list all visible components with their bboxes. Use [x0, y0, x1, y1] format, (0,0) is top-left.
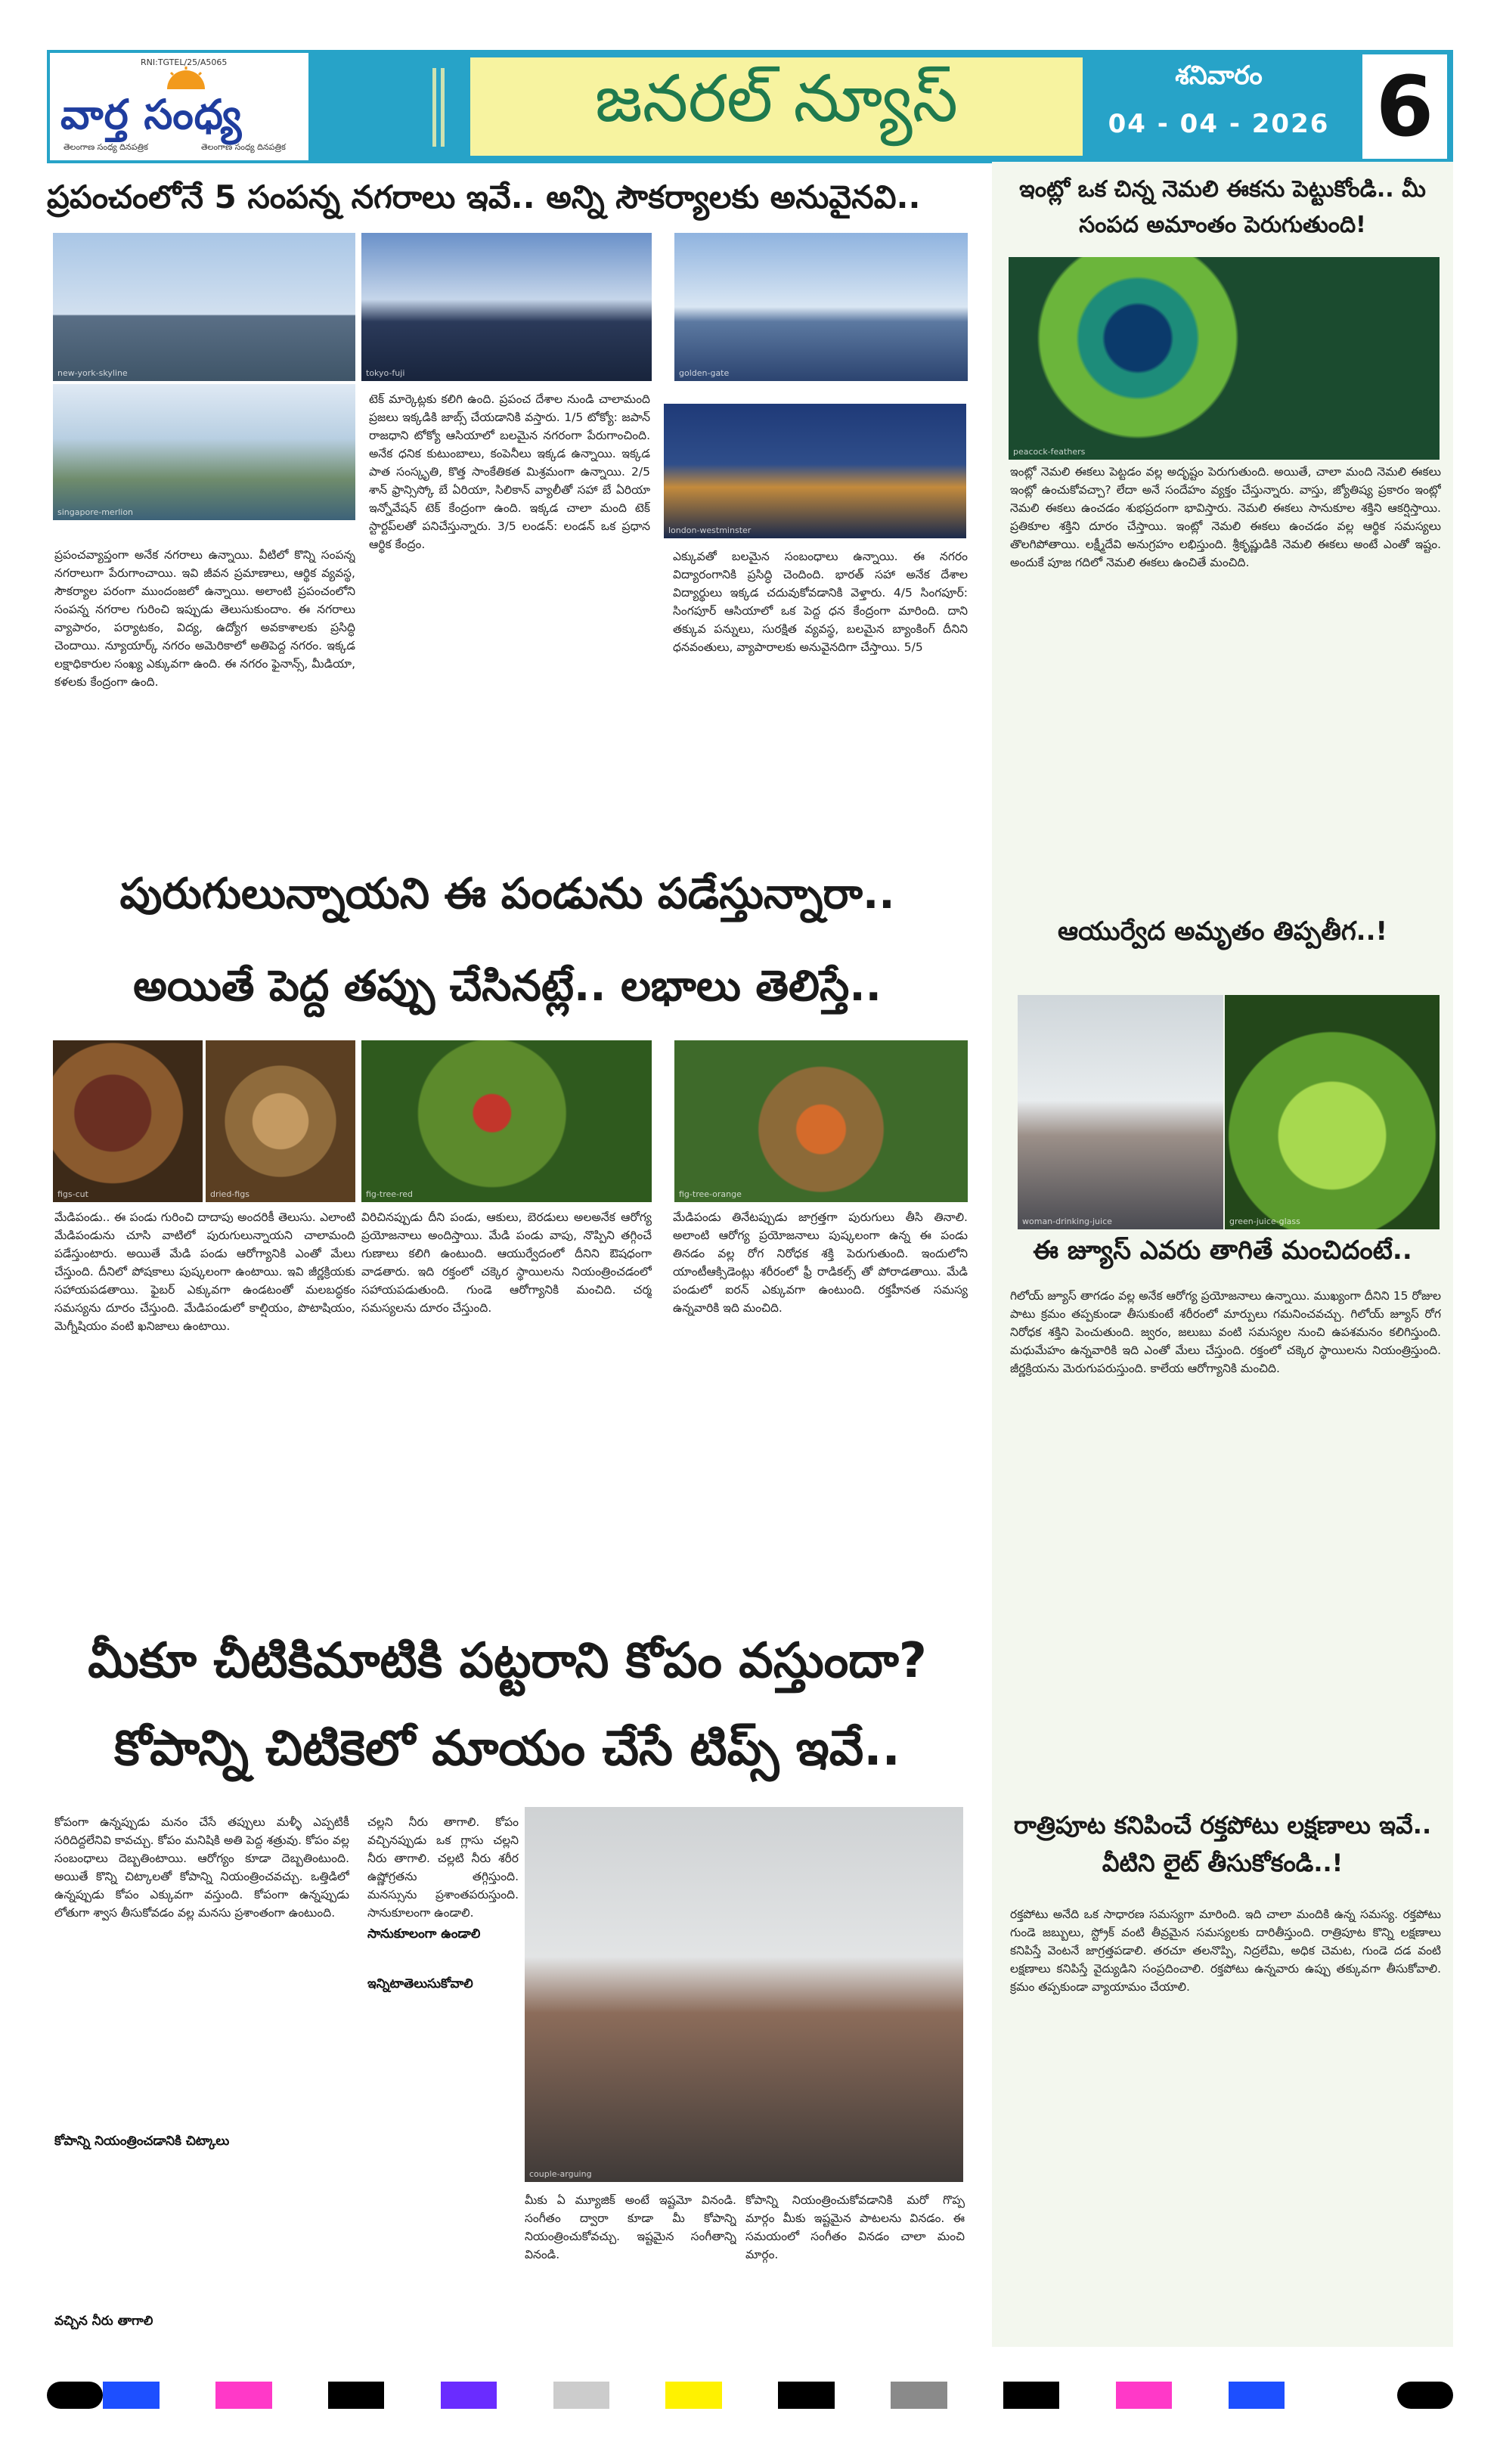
image-green-juice[interactable] — [1225, 995, 1440, 1229]
article-anger-col4: కోపాన్ని నియంత్రించుకోవడానికి మరో గొప్ప మార్గం మీకు ఇష్టమైన పాటలను వినడం. ఈ సమయంలో సంగీతం వినడం చాలా మంచి మార్గం. — [745, 2193, 965, 2262]
image-new-york[interactable] — [53, 233, 355, 381]
headline-figs-line1[interactable]: పురుగులున్నాయని ఈ పండును పడేస్తున్నారా.. — [119, 869, 895, 919]
logo-wordmark: వార్త సంధ్య — [60, 91, 243, 138]
date-block — [1098, 59, 1340, 154]
image-alt-ny: new-york-skyline — [57, 368, 128, 378]
section-title-box — [470, 57, 1083, 156]
masthead-divider — [432, 68, 445, 147]
headline-blood-pressure[interactable]: రాత్రిపూట కనిపించే రక్తపోటు లక్షణాలు ఇవే.. వీటిని లైట్ తీసుకోకండి..! — [1013, 1811, 1432, 1877]
image-alt-sg: singapore-merlion — [57, 507, 134, 517]
registration-swatch — [609, 2382, 665, 2409]
registration-swatch — [1172, 2382, 1228, 2409]
article-anger-col1: కోపంగా ఉన్నప్పుడు మనం చేసే తప్పులు మళ్ళీ ఎప్పటికీ సరిదిద్దలేనివి కావచ్చు. కోపం మనిషికి అతి పెద్ద శత్రువు. కోపం వల్ల సంబంధాలు దెబ్బతింటాయి. ఆరోగ్యం కూడా దెబ్బతింటుంది. అయితే కొన్ని చిట్కాలతో కోపాన్ని నియంత్రించవచ్చు. ఒత్తిడిలో ఉన్నప్పుడు కోపం ఎక్కువగా వస్తుంది. కోపంగా ఉన్నప్పుడు లోతుగా శ్వాస తీసుకోవడం వల్ల మనసు ప్రశాంతంగా ఉంటుంది. — [54, 1815, 349, 1920]
image-alt-peacock: peacock-feathers — [1013, 447, 1086, 457]
registration-swatch — [1397, 2382, 1453, 2409]
image-alt-couple: couple-arguing — [529, 2169, 592, 2179]
registration-swatch — [665, 2382, 721, 2409]
image-alt-fig2: dried-figs — [210, 1189, 249, 1199]
registration-swatch — [441, 2382, 497, 2409]
article-figs-col3: మేడిపండు తినేటప్పుడు జాగ్రత్తగా పురుగులు తీసి తినాలి. అలాంటి ఆరోగ్య ప్రయోజనాలు పుష్కలంగా ఉన్న ఈ పండు తినడం వల్ల రోగ నిరోధక శక్తి పెరుగుతుంది. ఇందులోని యాంటీఆక్సిడెంట్లు శరీరంలో ఫ్రీ రాడికల్స్ తో పోరాడతాయి. మేడి పండులో ఐరన్ ఎక్కువగా ఉంటుంది. రక్తహీనత సమస్య ఉన్నవారికి ఇది మంచిది. — [673, 1210, 968, 1316]
headline-cities[interactable]: ప్రపంచంలోనే 5 సంపన్న నగరాలు ఇవే.. అన్ని సౌకర్యాలకు అనువైనవి.. — [47, 178, 921, 215]
subhead-positive: సానుకూలంగా ఉండాలి — [367, 1926, 481, 1942]
registration-swatch — [272, 2382, 328, 2409]
image-dried-figs[interactable] — [206, 1040, 355, 1202]
registration-swatch — [1229, 2382, 1285, 2409]
headline-peacock[interactable]: ఇంట్లో ఒక చిన్న నెమలి ఈకను పెట్టుకోండి.. మీ సంపద అమాంతం పెరుగుతుంది! — [1019, 176, 1426, 238]
registration-swatch — [384, 2382, 440, 2409]
registration-swatch — [947, 2382, 1003, 2409]
masthead — [47, 50, 1453, 163]
registration-swatch — [1059, 2382, 1115, 2409]
article-juice: గిలోయ్ జ్యూస్ తాగడం వల్ల అనేక ఆరోగ్య ప్రయోజనాలు ఉన్నాయి. ముఖ్యంగా దీనిని 15 రోజుల పాటు క్రమం తప్పకుండా తీసుకుంటే శరీరంలో మార్పులు గమనించవచ్చు. గిలోయ్ జ్యూస్ రోగ నిరోధక శక్తిని పెంచుతుంది. జ్వరం, జలుబు వంటి సమస్యల నుంచి ఉపశమనం కలిగిస్తుంది. మధుమేహం ఉన్నవారికి ఇది ఎంతో మేలు చేస్తుంది. రక్తంలో చక్కెర స్థాయిలను నియంత్రిస్తుంది. జీర్ణక్రియను మెరుగుపరుస్తుంది. కాలేయ ఆరోగ్యానికి మంచిది. — [1010, 1289, 1441, 1376]
image-alt-juice1: woman-drinking-juice — [1022, 1217, 1112, 1226]
registration-swatch — [497, 2382, 553, 2409]
registration-swatch — [103, 2382, 159, 2409]
image-alt-juice2: green-juice-glass — [1229, 1217, 1300, 1226]
image-alt-fig3: fig-tree-red — [366, 1189, 414, 1199]
subhead-know: ఇన్నిటాతెలుసుకోవాలి — [367, 1976, 473, 1991]
sun-logo-icon — [163, 67, 209, 89]
registration-swatch — [835, 2382, 891, 2409]
section-title: జనరల్ న్యూస్ — [594, 60, 959, 137]
article-figs-col1: మేడిపండు.. ఈ పండు గురించి దాదాపు అందరికీ తెలుసు. ఎలాంటి మేడిపండును చూసి వాటిలో పురుగులున్నాయని చాలామంది పడేస్తుంటారు. అయితే మేడి పండు ఆరోగ్యానికి ఎంతో మేలు చేస్తుంది. దీనిలో పోషకాలు పుష్కలంగా ఉంటాయి. ఇవి జీర్ణక్రియకు సహాయపడతాయి. ఫైబర్ ఎక్కువగా ఉండటంతో మలబద్ధకం సమస్యను దూరం చేస్తుంది. మేడిపండులో కాల్షియం, పొటాషియం, మెగ్నీషియం వంటి ఖనిజాలు ఉంటాయి. — [54, 1210, 355, 1334]
image-san-francisco[interactable] — [674, 233, 968, 381]
registration-swatch — [328, 2382, 384, 2409]
article-cities-col3: ఎక్కువతో బలమైన సంబంధాలు ఉన్నాయి. ఈ నగరం విద్యారంగానికి ప్రసిద్ధి చెందింది. భారత్ సహా అనేక దేశాల విద్యార్థులు ఇక్కడ చదువుకోవడానికి వెళ్తారు. 4/5 సింగపూర్: సింగపూర్ ఆసియాలో ఒక పెద్ద ధన కేంద్రంగా మారింది. దాని తక్కువ పన్నులు, సురక్షిత వ్యవస్థ, బలమైన బ్యాంకింగ్ దీనిని ధనవంతులు, వ్యాపారాలకు అనువైనదిగా చేస్తాయి. 5/5 — [673, 550, 968, 655]
rni-number: RNI:TGTEL/25/A5065 — [141, 57, 228, 67]
registration-swatch — [722, 2382, 778, 2409]
image-woman-juice[interactable] — [1018, 995, 1223, 1229]
registration-swatch — [215, 2382, 271, 2409]
page-number-box — [1362, 54, 1447, 159]
image-tokyo[interactable] — [361, 233, 652, 381]
headline-ayurveda[interactable]: ఆయుర్వేద అమృతం తిప్పతీగ..! — [1058, 916, 1387, 947]
article-cities-col2: టెక్ మార్కెట్లకు కలిగి ఉంది. ప్రపంచ దేశాల నుండి చాలామంది ప్రజలు ఇక్కడికి జాబ్స్ చేయడానికి వస్తారు. 1/5 టోక్యో: జపాన్ రాజధాని టోక్యో ఆసియాలో బలమైన నగరంగా పేరుగాంచింది. అనేక ధనిక కుటుంబాలు, కంపెనీలు ఇక్కడ ఉన్నాయి. ఇక్కడ పాత సంస్కృతి, కొత్త సాంకేతికత మిశ్రమంగా ఉన్నాయి. 2/5 శాన్ ఫ్రాన్సిస్కో బే ఏరియా, సిలికాన్ వ్యాలీతో సహా బే ఏరియా ఇన్నోవేషన్ టెక్ కేంద్రంగా ఉంది. ఇక్కడ చాలా మంది టెక్ స్టార్టప్‌లతో పనిచేస్తున్నారు. 3/5 లండన్: లండన్ ఒక ప్రధాన ఆర్థిక కేంద్రం. — [369, 392, 650, 552]
registration-swatch — [1285, 2382, 1340, 2409]
headline-juice[interactable]: ఈ జ్యూస్ ఎవరు తాగితే మంచిదంటే.. — [1033, 1235, 1412, 1266]
issue-date: 04 - 04 - 2026 — [1108, 109, 1330, 139]
subhead-anger-tips: కోపాన్ని నియంత్రించడానికి చిట్కాలు — [54, 2134, 230, 2149]
article-anger-col3: మీకు ఏ మ్యూజిక్ అంటే ఇష్టమో వినండి. సంగీతం ద్వారా కూడా మీ కోపాన్ని నియంత్రించుకోవచ్చు. ఇష్టమైన సంగీతాన్ని వినండి. — [525, 2193, 736, 2262]
logo-tagline-secondary: తెలంగాణ సంధ్య దినపత్రిక — [201, 142, 286, 152]
registration-swatch — [553, 2382, 609, 2409]
article-blood-pressure: రక్తపోటు అనేది ఒక సాధారణ సమస్యగా మారింది. ఇది చాలా మందికి ఉన్న సమస్య. రక్తపోటు గుండె జబ్బులు, స్ట్రోక్ వంటి తీవ్రమైన సమస్యలకు దారితీస్తుంది. రాత్రిపూట కొన్ని లక్షణాలు కనిపిస్తే వెంటనే జాగ్రత్తపడాలి. తరచూ తలనొప్పి, నిద్రలేమి, అధిక చెమట, గుండె దడ వంటి లక్షణాలు కనిపిస్తే వైద్యుడిని సంప్రదించాలి. రక్తపోటు ఉన్నవారు ఉప్పు తక్కువగా తీసుకోవాలి. క్రమం తప్పకుండా వ్యాయామం చేయాలి. — [1010, 1908, 1441, 1994]
registration-swatch — [891, 2382, 947, 2409]
headline-figs-line2[interactable]: అయితే పెద్ద తప్పు చేసినట్లే.. లభాలు తెలిస్తే.. — [133, 962, 882, 1011]
registration-swatch — [160, 2382, 215, 2409]
registration-swatch — [1340, 2382, 1396, 2409]
image-peacock-feathers[interactable] — [1009, 257, 1440, 460]
image-couple-arguing[interactable] — [525, 1807, 963, 2182]
registration-swatch — [778, 2382, 834, 2409]
image-alt-fig4: fig-tree-orange — [679, 1189, 742, 1199]
image-figs-cut[interactable] — [53, 1040, 203, 1202]
image-london[interactable] — [664, 404, 966, 538]
headline-anger-line1[interactable]: మీకూ చీటికిమాటికి పట్టరాని కోపం వస్తుందా? — [88, 1633, 927, 1689]
headline-anger-line2[interactable]: కోపాన్ని చిటికెలో మాయం చేసే టిప్స్ ఇవే.. — [114, 1721, 900, 1777]
image-fig-tree-orange[interactable] — [674, 1040, 968, 1202]
article-figs-col2: విరిచినప్పుడు దీని పండు, ఆకులు, బెరడులు అలఅనేక ఆరోగ్య ప్రయోజనాలు అందిస్తాయి. మేడి పండు వాపు, నొప్పిని తగ్గించే గుణాలు కలిగి ఉంటుంది. ఆయుర్వేదంలో దీనిని ఔషధంగా వాడతారు. ఇది రక్తంలో చక్కెర స్థాయిలను నియంత్రించడంలో సహాయపడుతుంది. గుండె ఆరోగ్యానికి మంచిది. చర్మ సమస్యలను దూరం చేస్తుంది. — [361, 1210, 652, 1316]
day-name: శనివారం — [1175, 60, 1263, 91]
subhead-drink-water: వచ్చిన నీరు తాగాలి — [54, 2314, 153, 2329]
logo-tagline: తెలంగాణ సంధ్య దినపత్రిక — [64, 142, 148, 152]
image-fig-tree-red[interactable] — [361, 1040, 652, 1202]
image-alt-fig1: figs-cut — [57, 1189, 88, 1199]
image-alt-sf: golden-gate — [679, 368, 730, 378]
page-number: 6 — [1375, 58, 1434, 155]
registration-swatch — [1003, 2382, 1059, 2409]
registration-swatch — [47, 2382, 103, 2409]
image-singapore[interactable] — [53, 384, 355, 520]
article-cities-col1: ప్రపంచవ్యాప్తంగా అనేక నగరాలు ఉన్నాయి. వీటిలో కొన్ని సంపన్న నగరాలుగా పేరుగాంచాయి. ఇవి జీవన ప్రమాణాలు, ఆర్థిక వ్యవస్థ, సౌకర్యాల పరంగా ముందంజలో ఉన్నాయి. అలాంటి ప్రపంచంలోని సంపన్న నగరాల గురించి ఇప్పుడు తెలుసుకుందాం. ఈ నగరాలు వ్యాపారం, పర్యాటకం, విద్య, ఉద్యోగ అవకాశాలకు ప్రసిద్ధి చెందాయి. న్యూయార్క్ నగరం అమెరికాలో అతిపెద్ద నగరం. ఇక్కడ లక్షాధికారుల సంఖ్య ఎక్కువగా ఉంది. ఈ నగరం ఫైనాన్స్, మీడియా, కళలకు కేంద్రంగా ఉంది. — [54, 548, 355, 690]
newspaper-logo[interactable] — [47, 50, 311, 163]
registration-swatch — [1116, 2382, 1172, 2409]
image-alt-tokyo: tokyo-fuji — [366, 368, 405, 378]
article-peacock: ఇంట్లో నెమలి ఈకలు పెట్టడం వల్ల అదృష్టం పెరుగుతుంది. అయితే, చాలా మంది నెమలి ఈకలు ఇంట్లో ఉంచుకోవచ్చా? లేదా అనే సందేహం వ్యక్తం చేస్తున్నారు. వాస్తు, జ్యోతిష్య ప్రకారం ఇంట్లో నెమలి ఈకలు ఉంచడం శుభప్రదంగా భావిస్తారు. నెమలి ఈకలు సానుకూల శక్తిని ఆకర్షిస్తాయి. ప్రతికూల శక్తిని దూరం చేస్తాయి. ఇంట్లో నెమలి ఈకలు ఉంచడం వల్ల ఆర్థిక సమస్యలు తొలగిపోతాయి. లక్ష్మీదేవి అనుగ్రహం లభిస్తుంది. శ్రీకృష్ణుడికి నెమలి ఈకలు అంటే ఎంతో ఇష్టం. అందుకే పూజ గదిలో నెమలి ఈకలు ఉంచితే మంచిది. — [1010, 465, 1441, 570]
article-anger-col2: చల్లని నీరు తాగాలి. కోపం వచ్చినప్పుడు ఒక గ్లాసు చల్లని నీరు తాగాలి. చల్లటి నీరు శరీర ఉష్ణోగ్రతను తగ్గిస్తుంది. మనస్సును ప్రశాంతపరుస్తుంది. సానుకూలంగా ఉండాలి. — [367, 1815, 519, 1920]
image-alt-ldn: london-westminster — [668, 525, 752, 535]
color-registration-strip — [47, 2382, 1453, 2409]
